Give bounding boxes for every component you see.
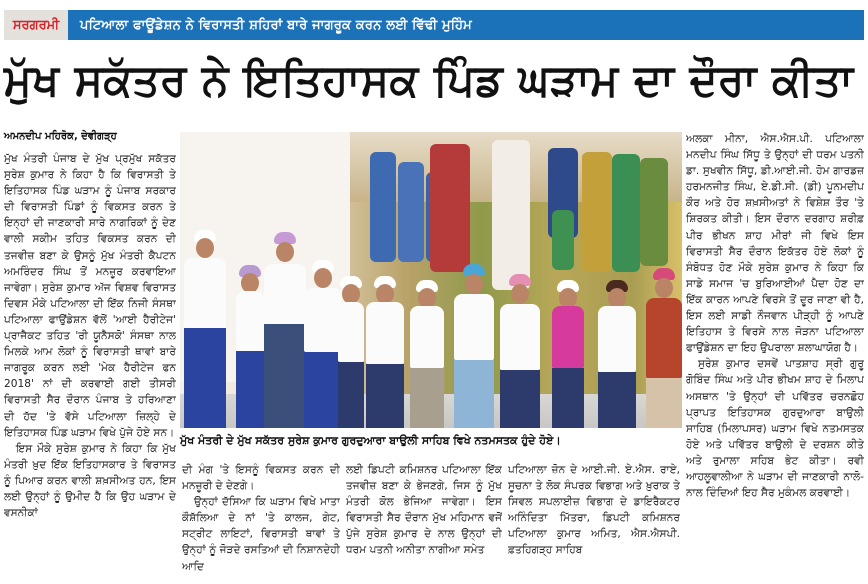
article-column-5 <box>686 131 864 581</box>
section-strapline: ਪਟਿਆਲਾ ਫਾਊਂਡੇਸ਼ਨ ਨੇ ਵਿਰਾਸਤੀ ਸ਼ਹਿਰਾਂ ਬਾਰੇ ਜਾਗਰੂਕ ਕਰਨ ਲਈ ਵਿੱਢੀ ਮੁਹਿੰਮ <box>68 10 864 40</box>
person <box>646 268 682 428</box>
paragraph: ਉਨ੍ਹਾਂ ਦੱਸਿਆ ਕਿ ਘੜਾਮ ਵਿਖੇ ਮਾਤਾ ਕੌਸ਼ੱਲਿਆ ਦੇ ਨਾਂ 'ਤੇ ਕਾਲਜ, ਗੇਟ, ਸਟ੍ਰੀਟ ਲਾਇਟਾਂ, ਵਿਰਾਸਤੀ ਥਾਵਾਂ ਤੇ ਉਨ੍ਹਾਂ ਨੂੰ ਜੋੜਦੇ ਰਸਤਿਆਂ ਦੀ ਨਿਸ਼ਾਨਦੇਹੀ ਆਦਿ <box>182 496 340 573</box>
person <box>338 274 364 428</box>
paragraph: ਸੁਰੇਸ਼ ਕੁਮਾਰ ਦਸਵੇਂ ਪਾਤਸ਼ਾਹ ਸ੍ਰੀ ਗੁਰੂ ਗੋਬਿੰਦ ਸਿੰਘ ਅਤੇ ਪੀਰ ਭੀਖਮ ਸ਼ਾਹ ਦੇ ਮਿਲਾਪ ਅਸਥਾਨ 'ਤੇ ਉਨ੍ਹਾਂ ਦੀ ਪਵਿੱਤਰ ਚਰਨਛੋਹ ਪ੍ਰਾਪਤ ਇਤਿਹਾਸਕ ਗੁਰਦੁਆਰਾ ਬਾਉਲੀ ਸਾਹਿਬ (ਮਿਲਾਪਸਰ) ਘੜਾਮ ਵਿਖੇ ਨਤਮਸਤਕ ਹੋਏ ਅਤੇ ਪਵਿੱਤਰ ਬਾਉਲੀ ਦੇ ਦਰਸ਼ਨ ਕੀਤੇ ਅਤੇ ਰੁਮਾਲਾ ਸਹਿਬ ਭੇਟ ਕੀਤਾ। ਰਵੀ ਆਹਲੂਵਾਲੀਆ ਨੇ ਘੜਾਮ ਦੀ ਜਾਣਕਾਰੀ ਨਾਲੋ-ਨਾਲ ਦਿੰਦਿਆਂ ਇਹ ਸੈਰ ਮੁਕੰਮਲ ਕਰਵਾਈ। <box>686 358 864 500</box>
mural-figure <box>640 158 668 266</box>
section-kicker: ਸਰਗਰਮੀ <box>4 10 68 40</box>
paragraph: ਦੀ ਮੰਗ 'ਤੇ ਇਸਨੂੰ ਵਿਕਸਤ ਕਰਨ ਦੀ ਮਨਜ਼ੂਰੀ ਦੇ ਦੇਣਗੇ। <box>182 464 340 493</box>
article-column-4 <box>508 462 680 582</box>
article-column-2 <box>182 462 340 582</box>
person <box>552 278 584 428</box>
mural-figure <box>370 152 396 262</box>
article-column-1 <box>4 151 176 581</box>
person <box>598 278 636 428</box>
person <box>236 263 264 428</box>
paragraph: ਅਲਕਾ ਮੀਨਾ, ਐਸ.ਐਸ.ਪੀ. ਪਟਿਆਲਾ ਮਨਦੀਪ ਸਿੰਘ ਸਿੱਧੂ ਤੇ ਉਨ੍ਹਾਂ ਦੀ ਧਰਮ ਪਤਨੀ ਡਾ. ਸੁਖਵੀਨ ਸਿੱਧੂ, ਡੀ.ਆਈ.ਜੀ. ਹੋਮ ਗਾਰਡਜ਼ ਹਰਮਨਜੀਤ ਸਿੰਘ, ਏ.ਡੀ.ਸੀ. (ਡੀ) ਪੂਨਮਦੀਪ ਕੌਰ ਅਤੇ ਹੋਰ ਸ਼ਖ਼ਸੀਅਤਾਂ ਨੇ ਵਿਸ਼ੇਸ਼ ਤੌਰ 'ਤੇ ਸ਼ਿਰਕਤ ਕੀਤੀ। ਇਸ ਦੌਰਾਨ ਦਰਗਾਹ ਸ਼ਰੀਫ਼ ਪੀਰ ਭੀਖਨ ਸ਼ਾਹ ਮੀਰਾਂ ਜੀ ਵਿਖੇ ਇਸ ਵਿਰਾਸਤੀ ਸੈਰ ਦੌਰਾਨ ਇਕੱਤਰ ਹੋਏ ਲੋਕਾਂ ਨੂੰ ਸੰਬੋਧਤ ਹੋਣ ਮੌਕੇ ਸੁਰੇਸ਼ ਕੁਮਾਰ ਨੇ ਕਿਹਾ ਕਿ ਸਾਡੇ ਸਮਾਜ 'ਚ ਬੁਰਿਆਈਆਂ ਪੈਦਾ ਹੋਣ ਦਾ ਇੱਕ ਕਾਰਨ ਆਪਣੇ ਵਿਰਸੇ ਤੋਂ ਦੂਰ ਜਾਣਾ ਵੀ ਹੈ, ਇਸ ਲਈ ਸਾਡੀ ਨੌਜਵਾਨ ਪੀੜ੍ਹੀ ਨੂੰ ਆਪਣੇ ਇਤਿਹਾਸ ਤੇ ਵਿਰਸੇ ਨਾਲ ਜੋੜਨਾ ਪਟਿਆਲਾ ਫਾਉਂਡੇਸ਼ਨ ਦਾ ਇਹ ਉਪਰਾਲਾ ਸ਼ਲਾਘਾਯੋਗ ਹੈ। <box>686 133 864 355</box>
person <box>454 264 494 428</box>
article-photo <box>180 132 682 428</box>
person <box>366 274 404 428</box>
person <box>184 228 226 428</box>
article-byline: ਅਮਨਦੀਪ ਮਹਿਰੋਕ, ਦੇਵੀਗੜ੍ਹ <box>4 131 117 142</box>
mural-figure <box>398 162 424 262</box>
mural-figure <box>552 210 574 270</box>
mural-figure <box>582 152 612 272</box>
person <box>264 232 306 428</box>
mural-figure-guru <box>430 144 470 272</box>
section-header-bar <box>4 10 864 40</box>
article-column-3 <box>346 462 502 582</box>
person <box>410 278 444 428</box>
paragraph: ਮੁੱਖ ਮੰਤਰੀ ਪੰਜਾਬ ਦੇ ਮੁੱਖ ਪ੍ਰਮੁੱਖ ਸਕੱਤਰ ਸੁਰੇਸ਼ ਕੁਮਾਰ ਨੇ ਕਿਹਾ ਹੈ ਕਿ ਵਿਰਾਸਤੀ ਤੇ ਇਤਿਹਾਸਕ ਪਿੰਡ ਘੜਾਮ ਨੂੰ ਪੰਜਾਬ ਸਰਕਾਰ ਦੀ ਵਿਰਾਸਤੀ ਪਿੰਡਾਂ ਨੂੰ ਵਿਕਸਤ ਕਰਨ ਤੇ ਇਨ੍ਹਾਂ ਦੀ ਜਾਣਕਾਰੀ ਸਾਰੇ ਨਾਗਰਿਕਾਂ ਨੂੰ ਦੇਣ ਵਾਲੀ ਸਕੀਮ ਤਹਿਤ ਵਿਕਸਤ ਕਰਨ ਦੀ ਤਜਵੀਜ਼ ਬਣਾ ਕੇ ਉਸਨੂੰ ਮੁੱਖ ਮੰਤਰੀ ਕੈਪਟਨ ਅਮਰਿੰਦਰ ਸਿੰਘ ਤੋਂ ਮਨਜ਼ੂਰ ਕਰਵਾਇਆ ਜਾਵੇਗਾ। ਸੁਰੇਸ਼ ਕੁਮਾਰ ਅੱਜ ਵਿਸ਼ਵ ਵਿਰਾਸਤ ਦਿਵਸ ਮੌਕੇ ਪਟਿਆਲਾ ਦੀ ਇੱਕ ਨਿਜੀ ਸੰਸਥਾ ਪਟਿਆਲਾ ਫਾਉਂਡੇਸ਼ਨ ਵੱਲੋਂ 'ਆਈ ਹੈਰੀਟੇਜ' ਪ੍ਰਾਜੈਕਟ ਤਹਿਤ 'ਰੀ ਯੂਨੈਸਕੋ' ਸੰਸਥਾ ਨਾਲ ਮਿਲਕੇ ਆਮ ਲੋਕਾਂ ਨੂੰ ਵਿਰਾਸਤੀ ਥਾਵਾਂ ਬਾਰੇ ਜਾਗਰੂਕ ਕਰਨ ਲਈ 'ਮੇਕ ਹੈਰੀਟੇਜ ਫਨ 2018' ਨਾਂ ਦੀ ਕਰਵਾਈ ਗਈ ਤੀਸਰੀ ਵਿਰਾਸਤੀ ਸੈਰ ਦੌਰਾਨ ਪੰਜਾਬ ਤੇ ਹਰਿਆਣਾ ਦੀ ਹੱਦ 'ਤੇ ਵੱਸੇ ਪਟਿਆਲਾ ਜ਼ਿਲ੍ਹੇ ਦੇ ਇਤਿਹਾਸਕ ਪਿੰਡ ਘੜਾਮ ਵਿਖੇ ਪੁੱਜੇ ਹੋਏ ਸਨ। <box>4 153 176 439</box>
mural-figure <box>612 154 640 272</box>
paragraph: ਪਟਿਆਲਾ ਜ਼ੋਨ ਦੇ ਆਈ.ਜੀ. ਏ.ਐਸ. ਰਾਏ, ਸੂਚਨਾ ਤੇ ਲੋਕ ਸੰਪਰਕ ਵਿਭਾਗ ਅਤੇ ਖ਼ੁਰਾਕ ਤੇ ਸਿਵਲ ਸਪਲਾਈਜ਼ ਵਿਭਾਗ ਦੇ ਡਾਇਰੈਕਟਰ ਅਨਿੰਦਿਤਾ ਮਿੱਤਰਾ, ਡਿਪਟੀ ਕਮਿਸ਼ਨਰ ਪਟਿਆਲਾ ਕੁਮਾਰ ਅਮਿਤ, ਐਸ.ਐਸਪੀ. ਫ਼ਤਹਿਗੜ੍ਹ ਸਾਹਿਬ <box>508 464 680 557</box>
person <box>304 258 342 428</box>
article-headline: ਮੁੱਖ ਸਕੱਤਰ ਨੇ ਇਤਿਹਾਸਕ ਪਿੰਡ ਘੜਾਮ ਦਾ ਦੌਰਾ ਕੀਤਾ <box>4 55 854 106</box>
person <box>500 274 540 428</box>
paragraph: ਲਈ ਡਿਪਟੀ ਕਮਿਸ਼ਨਰ ਪਟਿਆਲਾ ਇੱਕ ਤਜਵੀਜ਼ ਬਣਾ ਕੇ ਭੇਜਣਗੇ, ਜਿਸ ਨੂੰ ਮੁੱਖ ਮੰਤਰੀ ਕੋਲ ਭੇਜਿਆ ਜਾਵੇਗਾ। ਇਸ ਵਿਰਾਸਤੀ ਸੈਰ ਦੌਰਾਨ ਮੁੱਖ ਮਹਿਮਾਨ ਵਜੋਂ ਪੁੱਜੇ ਸੁਰੇਸ਼ ਕੁਮਾਰ ਦੇ ਨਾਲ ਉਨ੍ਹਾਂ ਦੀ ਧਰਮ ਪਤਨੀ ਅਨੀਤਾ ਨਾਗੀਆ ਸਮੇਤ <box>346 464 502 557</box>
mural-figure-pir <box>492 140 530 290</box>
paragraph: ਇਸ ਮੌਕੇ ਸੁਰੇਸ਼ ਕੁਮਾਰ ਨੇ ਕਿਹਾ ਕਿ ਮੁੱਖ ਮੰਤਰੀ ਖ਼ੁਦ ਇੱਕ ਇਤਿਹਾਸਕਾਰ ਤੇ ਵਿਰਾਸਤ ਨੂੰ ਪਿਆਰ ਕਰਨ ਵਾਲੀ ਸ਼ਖ਼ਸੀਅਤ ਹਨ, ਇਸ ਲਈ ਉਨ੍ਹਾਂ ਨੂੰ ਉਮੀਦ ਹੈ ਕਿ ਉਹ ਘੜਾਮ ਦੇ ਵਸਨੀਕਾਂ <box>4 442 176 520</box>
photo-caption: ਮੁੱਖ ਮੰਤਰੀ ਦੇ ਮੁੱਖ ਸਕੱਤਰ ਸੁਰੇਸ਼ ਕੁਮਾਰ ਗੁਰਦੁਆਰਾ ਬਾਉਲੀ ਸਾਹਿਬ ਵਿਖੇ ਨਤਮਸਤਕ ਹੁੰਦੇ ਹੋਏ। <box>180 434 561 447</box>
